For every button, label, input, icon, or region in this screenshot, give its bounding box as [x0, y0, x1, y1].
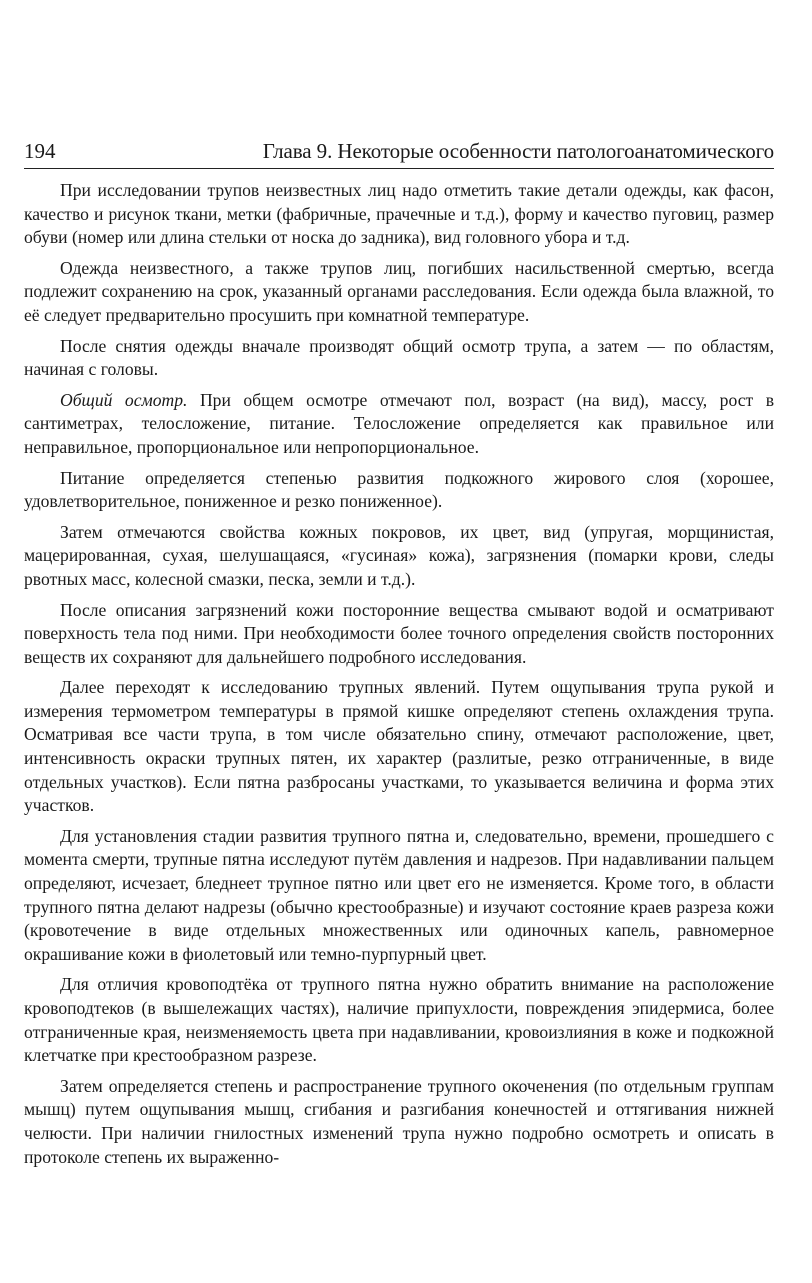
chapter-title: Глава 9. Некоторые особенности патологоанатомического [262, 139, 774, 163]
paragraph [24, 1075, 774, 1169]
paragraph-text: При общем осмотре отмечают пол, возраст (на вид), массу, рост в сантиметрах, телосложение, питание. Телосложение определяется как правильное или неправильное, пропорциональное или непропорциональное. [24, 389, 775, 457]
paragraph [24, 825, 774, 967]
paragraph-text: После снятия одежды вначале производят общий осмотр трупа, а затем — по областям, начиная с головы. [24, 335, 774, 380]
paragraph-text: Одежда неизвестного, а также трупов лиц, погибших насильственной смертью, всегда подлежит сохранению на срок, указанный органами расследования. Если одежда была влажной, то её следует предварительно просушить при комнатной температуре. [24, 257, 774, 325]
paragraph [24, 179, 774, 250]
paragraph-text: Далее переходят к исследованию трупных явлений. Путем ощупывания трупа рукой и измерения термометром температуры в прямой кишке определяют степень охлаждения трупа. Осматривая все части трупа, в том числе обязательно спину, отмечают расположение, цвет, интенсивность окраски трупных пятен, их характер (разлитые, резко отграниченные, в виде отдельных участков). Если пятна разбросаны участками, то указывается величина и форма этих участков. [24, 677, 774, 816]
paragraph-text: Затем отмечаются свойства кожных покровов, их цвет, вид (упругая, морщинистая, мацерированная, сухая, шелушащаяся, «гусиная» кожа), загрязнения (помарки крови, следы рвотных масс, колесной смазки, песка, земли и т.д.). [24, 521, 774, 589]
paragraph-text: При исследовании трупов неизвестных лиц надо отметить такие детали одежды, как фасон, качество и рисунок ткани, метки (фабричные, прачечные и т.д.), форму и качество пуговиц, размер обуви (номер или длина стельки от носка до задника), вид головного убора и т.д. [24, 180, 774, 248]
paragraph-text: После описания загрязнений кожи посторонние вещества смывают водой и осматривают поверхность тела под ними. При необходимости более точного определения свойств посторонних веществ их сохраняют для дальнейшего подробного исследования. [24, 599, 774, 667]
book-page [24, 138, 774, 1176]
paragraph [24, 676, 774, 818]
paragraph-lead-italic: Общий осмотр. [60, 389, 188, 410]
body-text [24, 179, 774, 1169]
paragraph [24, 467, 774, 514]
paragraph [24, 973, 774, 1067]
page-number: 194 [24, 139, 56, 163]
paragraph [24, 521, 774, 592]
paragraph-text: Питание определяется степенью развития подкожного жирового слоя (хорошее, удовлетворительное, пониженное и резко пониженное). [24, 467, 774, 512]
paragraph [24, 335, 774, 382]
paragraph-text: Для установления стадии развития трупного пятна и, следовательно, времени, прошедшего с момента смерти, трупные пятна исследуют путём давления и надрезов. При надавливании пальцем определяют, исчезает, бледнеет трупное пятно или цвет его не изменяется. Кроме того, в области трупного пятна делают надрезы (обычно крестообразные) и изучают состояние краев разреза кожи (кровотечение в виде отдельных множественных или одиночных капель, равномерное окрашивание кожи в фиолетовый или темно-пурпурный цвет. [24, 825, 774, 964]
paragraph-text: Для отличия кровоподтёка от трупного пятна нужно обратить внимание на расположение кровоподтеков (в вышележащих частях), наличие припухлости, повреждения эпидермиса, более отграниченные края, неизменяемость цвета при надавливании, кровоизлияния в коже и подкожной клетчатке при крестообразном разрезе. [24, 974, 774, 1066]
running-header [24, 138, 774, 169]
paragraph [24, 599, 774, 670]
paragraph [24, 389, 774, 460]
paragraph [24, 257, 774, 328]
paragraph-text: Затем определяется степень и распространение трупного окоченения (по отдельным группам мышц) путем ощупывания мышц, сгибания и разгибания конечностей и оттягивания нижней челюсти. При наличии гнилостных изменений трупа нужно подробно осмотреть и описать в протоколе степень их выраженно- [24, 1075, 774, 1167]
